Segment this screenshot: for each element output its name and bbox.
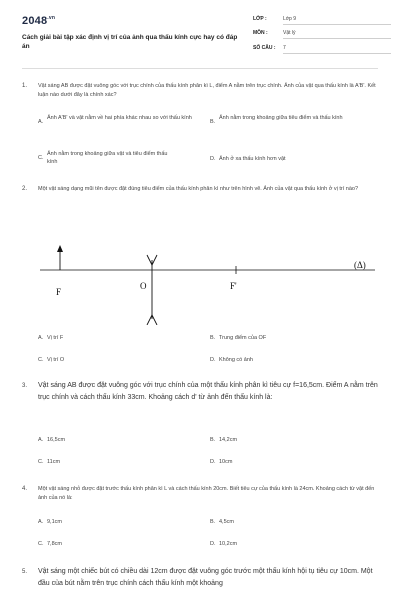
option-text: Vị trí O [47,357,65,363]
option-letter: A. [38,519,44,525]
question-text: Vật sáng một chiếc bút có chiều dài 12cm được đặt vuông góc trước một thấu kính hội tụ tiêu cự 10cm. Một đầu của bút nằm trên trục chính cách thấu kính một khoảng [38,568,373,587]
option-letter: B. [210,335,216,341]
option-text: Ảnh nằm trong khoảng giữa vật và tiêu điểm thấu kính [47,151,168,165]
question-number: 4. [22,486,28,492]
option-text: 10,2cm [219,541,238,547]
meta-value: Lớp 9 [283,16,391,25]
site-logo[interactable] [22,15,55,27]
label-o: O [140,281,147,291]
option-letter: D. [210,459,216,465]
option-text: Không có ảnh [219,357,253,363]
label-f-prime: F' [230,281,237,291]
logo-suffix: .vn [47,15,56,21]
option-text: 7,8cm [47,541,62,547]
document-header [0,0,400,70]
header-divider [22,68,378,69]
option-letter: C. [38,541,44,547]
option-letter: D. [210,541,216,547]
option-text: 10cm [219,459,233,465]
question-number: 3. [22,383,28,389]
option-text: Ảnh nằm trong khoảng giữa tiêu điểm và thấu kính [219,115,343,121]
question-text: Vật sáng AB được đặt vuông góc với trục chính của thấu kính phân kì L, điểm A nằm trên trục chính. Ảnh của vật qua thấu kính là A'B'. Kết luận nào dưới đây là chính xác? [38,83,376,98]
question-number: 2. [22,186,28,192]
option-text: 9,1cm [47,519,62,525]
label-f: F [56,287,62,297]
option-text: Trung điểm của OF [219,335,267,341]
logo-main: 2048 [22,15,48,27]
option-text: 14,2cm [219,437,238,443]
option-text: Vị trí F [47,335,64,341]
option-text: 16,5cm [47,437,66,443]
option-letter: A. [38,437,44,443]
object-arrowhead [57,245,63,252]
option-letter: C. [38,459,44,465]
label-axis: (Δ) [354,260,366,270]
option-letter: B. [210,119,216,125]
question-text: Một vật sáng dạng mũi tên được đặt đúng tiêu điểm của thấu kính phân kì như trên hình vẽ. Ảnh của vật qua thấu kính ở vị trí nào? [38,186,359,192]
option-text: 4,5cm [219,519,234,525]
meta-value: Vật lý [283,30,391,39]
option-letter: A. [38,119,44,125]
question-text: Một vật sáng nhỏ được đặt trước thấu kính phân kì L và cách thấu kính 20cm. Biết tiêu cự của thấu kính là 24cm. Khoảng cách từ vật đến ảnh của nó là: [38,486,375,501]
option-text: Ảnh ở xa thấu kính hơn vật [219,156,286,162]
option-letter: D. [210,156,216,162]
document-title: Cách giải bài tập xác định vị trí của ảnh qua thấu kính cực hay có đáp án [22,34,238,50]
option-text: 11cm [47,459,61,465]
option-text: Ảnh A'B' và vật nằm về hai phía khác nhau so với thấu kính [47,115,192,121]
option-letter: D. [210,357,216,363]
option-letter: C. [38,357,44,363]
meta-label: LỚP : [253,16,267,22]
question-number: 1. [22,83,28,89]
lens-diagram [0,205,400,325]
meta-label: MÔN : [253,30,268,36]
option-letter: B. [210,437,216,443]
question-text: Vật sáng AB được đặt vuông góc với trục chính của một thấu kính phân kì tiêu cự f=16,5cm. Điểm A nằm trên trục chính và cách thấu kính 33cm. Khoảng cách d' từ ảnh đến thấu kính là: [38,382,378,401]
question-number: 5. [22,569,28,575]
option-letter: C. [38,155,44,161]
option-letter: A. [38,335,44,341]
option-letter: B. [210,519,216,525]
meta-value: 7 [283,45,391,54]
meta-label: SỐ CÂU : [253,45,276,51]
